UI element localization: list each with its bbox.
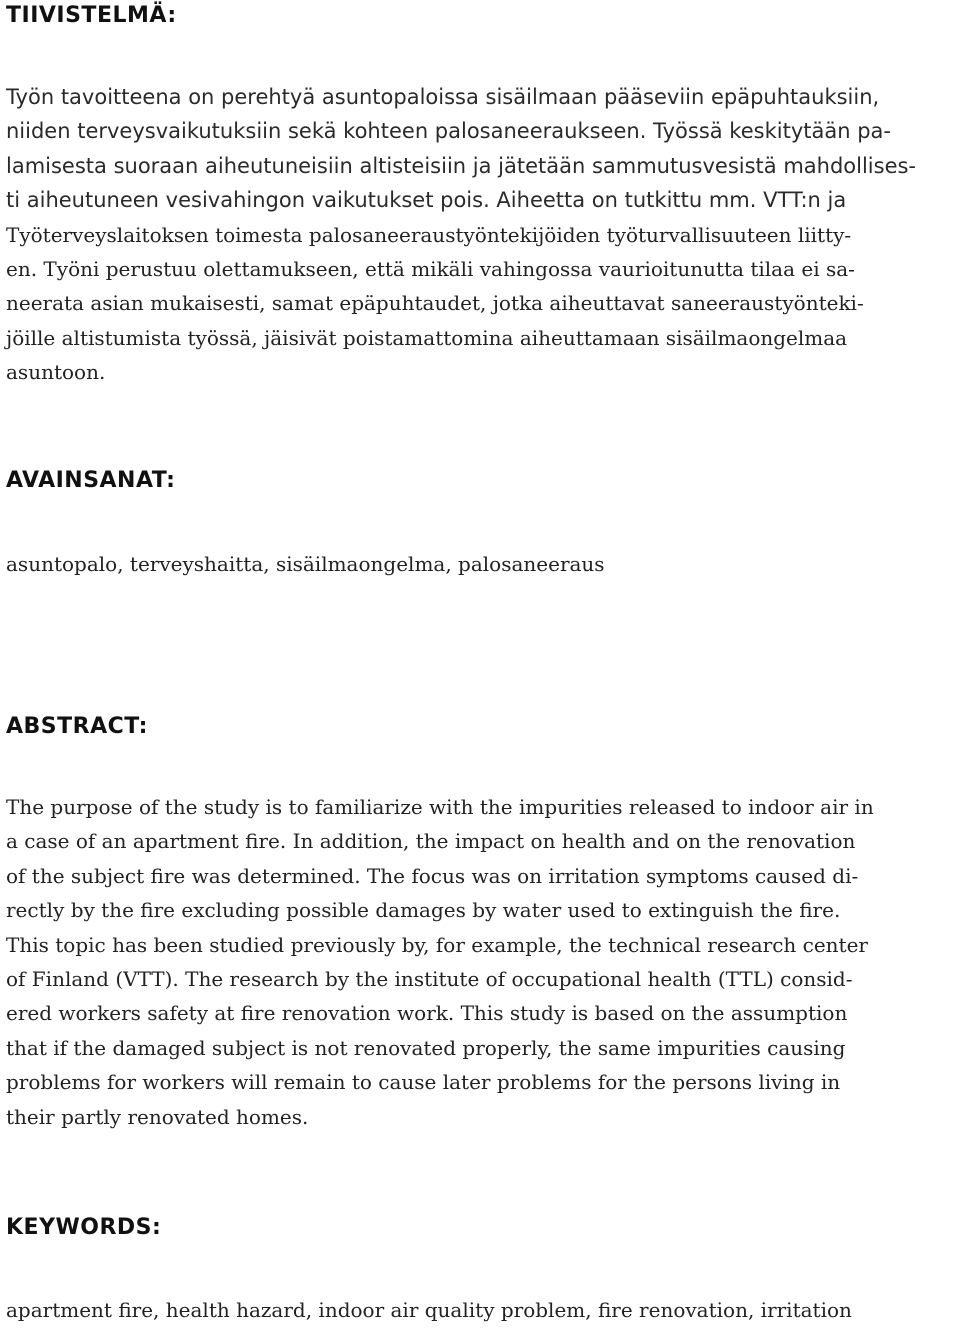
finnish-abstract-line: niiden terveysvaikutuksiin sekä kohteen palosaneeraukseen. Työssä keskitytään pa- <box>6 119 891 144</box>
avainsanat-heading: AVAINSANAT: <box>6 468 176 493</box>
finnish-abstract-line: Työn tavoitteena on perehtyä asuntopaloissa sisäilmaan pääseviin epäpuhtauksiin, <box>6 85 880 109</box>
english-abstract-line: their partly renovated homes. <box>6 1104 309 1129</box>
english-abstract-line: problems for workers will remain to cause later problems for the persons living in <box>6 1070 841 1095</box>
finnish-keywords-text: asuntopalo, terveyshaitta, sisäilmaongelma, palosaneeraus <box>6 552 605 576</box>
abstract-heading: ABSTRACT: <box>6 714 148 739</box>
finnish-abstract-line: asuntoon. <box>6 360 106 385</box>
finnish-abstract-line: neerata asian mukaisesti, samat epäpuhtaudet, jotka aiheuttavat saneeraustyönteki- <box>6 291 864 316</box>
keywords-heading: KEYWORDS: <box>6 1215 162 1240</box>
english-abstract-line: a case of an apartment fire. In addition, the impact on health and on the renovation <box>6 829 856 854</box>
finnish-abstract-line: ti aiheutuneen vesivahingon vaikutukset pois. Aiheetta on tutkittu mm. VTT:n ja <box>6 188 847 213</box>
english-abstract-line: This topic has been studied previously by, for example, the technical research center <box>6 932 868 957</box>
english-abstract-line: The purpose of the study is to familiarize with the impurities released to indoor air in <box>6 795 874 819</box>
english-keywords-text: apartment fire, health hazard, indoor air quality problem, fire renovation, irritation <box>6 1298 852 1322</box>
english-abstract-line: of the subject fire was determined. The focus was on irritation symptoms caused di- <box>6 863 859 888</box>
english-keywords <box>6 1293 852 1327</box>
finnish-abstract-line: en. Työni perustuu olettamukseen, että mikäli vahingossa vaurioitunutta tilaa ei sa- <box>6 256 855 281</box>
finnish-keywords <box>6 547 605 581</box>
finnish-abstract-line: Työterveyslaitoksen toimesta palosaneeraustyöntekijöiden työturvallisuuteen liitty- <box>6 222 852 247</box>
english-abstract-line: of Finland (VTT). The research by the institute of occupational health (TTL) consid- <box>6 966 853 991</box>
finnish-abstract-line: lamisesta suoraan aiheutuneisiin altisteisiin ja jätetään sammutusvesistä mahdollises- <box>6 153 917 178</box>
english-abstract-line: ered workers safety at fire renovation work. This study is based on the assumption <box>6 1001 848 1026</box>
english-abstract <box>6 790 874 1134</box>
english-abstract-line: that if the damaged subject is not renovated properly, the same impurities causing <box>6 1035 846 1060</box>
tiivistelma-heading: TIIVISTELMÄ: <box>6 3 177 28</box>
english-abstract-line: rectly by the fire excluding possible damages by water used to extinguish the fire. <box>6 898 841 923</box>
finnish-abstract <box>6 80 916 390</box>
finnish-abstract-line: jöille altistumista työssä, jäisivät poistamattomina aiheuttamaan sisäilmaongelmaa <box>6 325 848 350</box>
